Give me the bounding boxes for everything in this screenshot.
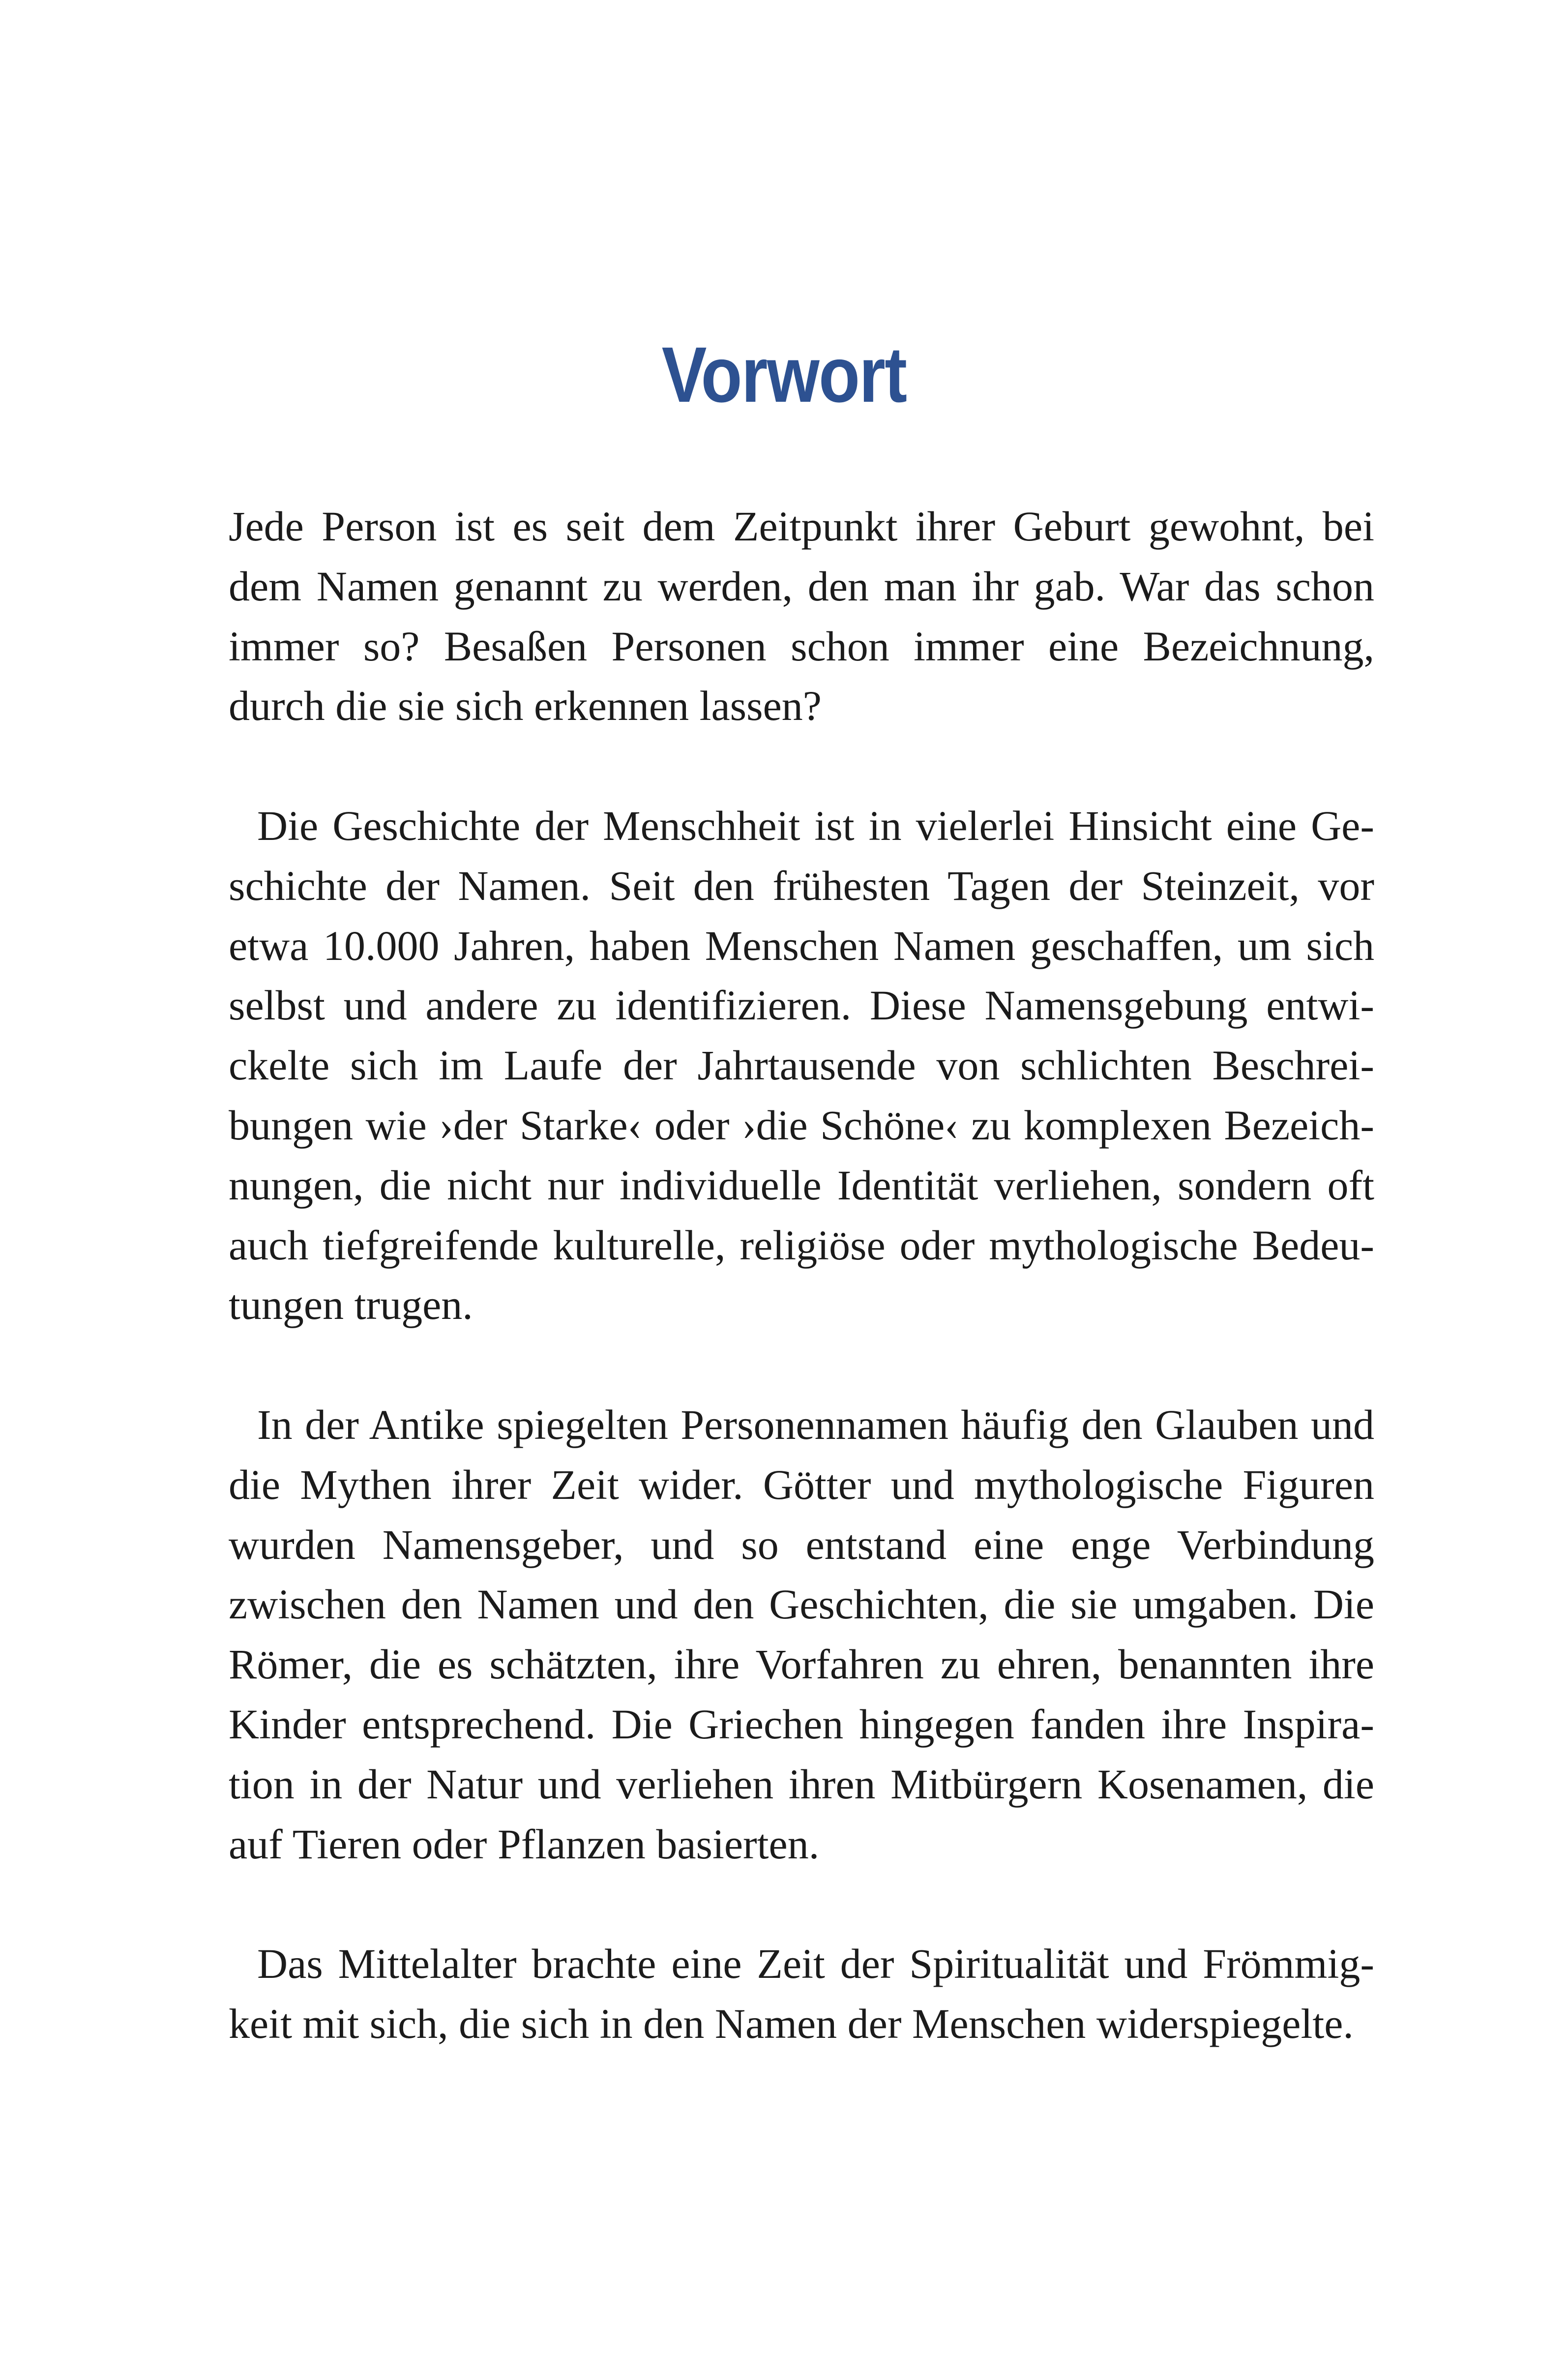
paragraph-1: Jede Person ist es seit dem Zeitpunkt ihrer Geburt gewohnt, bei dem Namen genannt zu werden, den man ihr gab. War das schon immer so? Besaßen Personen schon immer eine Bezeichnung, durch die sie sich erkennen lassen? — [229, 503, 1374, 730]
body-text — [229, 497, 1374, 2054]
paragraph-2: Die Geschichte der Menschheit ist in vielerlei Hinsicht eine Geschichte der Namen. Seit den frühesten Tagen der Steinzeit, vor etwa 10.000 Jahren, haben Menschen Namen geschaffen, um sich selbst und andere zu identifizieren. Diese Namensgebung entwickelte sich im Laufe der Jahrtausende von schlichten Beschreibungen wie ›der Starke‹ oder ›die Schöne‹ zu komplexen Bezeichnungen, die nicht nur individuelle Identität verliehen, sondern oft auch tiefgreifende kulturelle, religiöse oder mythologische Bedeutungen trugen. — [229, 802, 1374, 1329]
paragraph-4: Das Mittelalter brachte eine Zeit der Spiritualität und Frömmigkeit mit sich, die sich in den Namen der Menschen widerspiegelte. — [229, 1940, 1374, 2047]
chapter-title: Vorwort — [661, 330, 907, 419]
paragraph-3: In der Antike spiegelten Personennamen häufig den Glauben und die Mythen ihrer Zeit wider. Götter und mythologische Figuren wurden Namensgeber, und so entstand eine enge Verbindung zwischen den Namen und den Geschichten, die sie umgaben. Die Römer, die es schätzten, ihre Vorfahren zu ehren, benannten ihre Kinder entsprechend. Die Griechen hingegen fanden ihre Inspiration in der Natur und verliehen ihren Mitbürgern Kosenamen, die auf Tieren oder Pflanzen basierten. — [229, 1401, 1374, 1868]
